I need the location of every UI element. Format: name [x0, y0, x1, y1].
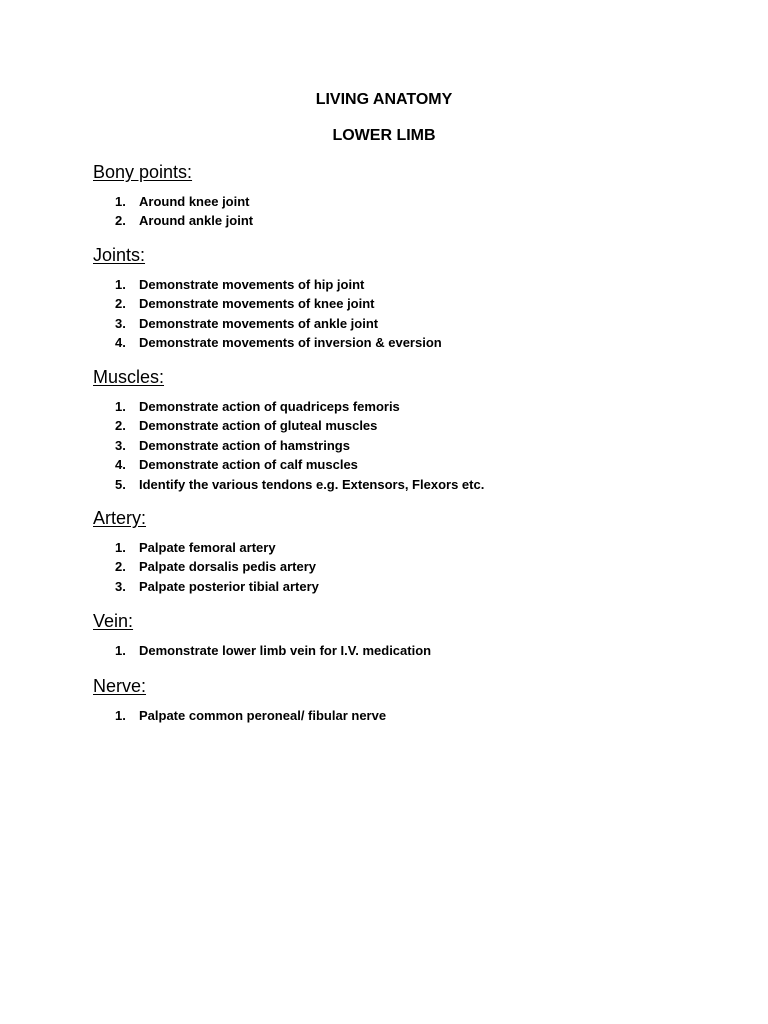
- list-number: 2.: [115, 418, 126, 434]
- list-number: 3.: [115, 437, 126, 453]
- list-item: [93, 436, 713, 455]
- section-vein: [93, 610, 713, 660]
- list-item: [93, 538, 713, 557]
- section-joints: [93, 244, 713, 353]
- section-heading: Bony points:: [93, 162, 193, 182]
- list-item-text: Demonstrate action of quadriceps femoris: [139, 399, 400, 414]
- section-heading: Vein:: [93, 611, 134, 631]
- section-bony-points: [93, 161, 713, 231]
- list-item-text: Demonstrate action of calf muscles: [139, 457, 358, 473]
- list-item-text: Palpate common peroneal/ fibular nerve: [139, 708, 387, 723]
- list-item-text: Demonstrate action of hamstrings: [139, 437, 350, 453]
- list-number: 1.: [115, 540, 126, 555]
- section-heading: Joints:: [93, 245, 146, 265]
- numbered-list: [93, 192, 713, 231]
- list-number: 4.: [115, 335, 126, 351]
- list-number: 1.: [115, 194, 126, 209]
- list-item: [93, 706, 713, 725]
- list-item-text: Demonstrate movements of knee joint: [139, 296, 375, 312]
- section-heading: Muscles:: [93, 367, 165, 387]
- list-item-text: Palpate posterior tibial artery: [139, 578, 319, 594]
- list-item-text: Demonstrate action of gluteal muscles: [139, 418, 378, 434]
- list-number: 2.: [115, 213, 126, 229]
- list-item: [93, 211, 713, 230]
- list-number: 1.: [115, 708, 126, 723]
- numbered-list: [93, 538, 713, 596]
- list-item-text: Palpate dorsalis pedis artery: [139, 559, 317, 575]
- list-item-text: Palpate femoral artery: [139, 540, 276, 555]
- list-number: 3.: [115, 578, 126, 594]
- list-item: [93, 557, 713, 576]
- numbered-list: [93, 706, 713, 725]
- list-item: [93, 397, 713, 416]
- list-item: [93, 333, 713, 352]
- list-number: 3.: [115, 315, 126, 331]
- list-item-text: Demonstrate lower limb vein for I.V. medication: [139, 643, 432, 658]
- list-item-text: Around knee joint: [139, 194, 250, 209]
- list-item-text: Around ankle joint: [139, 213, 254, 229]
- numbered-list: [93, 275, 713, 353]
- list-item-text: Demonstrate movements of hip joint: [139, 277, 365, 292]
- list-item: [93, 455, 713, 474]
- list-item-text: Demonstrate movements of ankle joint: [139, 315, 379, 331]
- numbered-list: [93, 641, 713, 660]
- list-item: [93, 314, 713, 333]
- list-number: 1.: [115, 643, 126, 658]
- list-number: 5.: [115, 476, 126, 492]
- list-number: 1.: [115, 277, 126, 292]
- list-item: [93, 641, 713, 660]
- list-item: [93, 475, 713, 494]
- section-artery: [93, 507, 713, 596]
- section-heading: Nerve:: [93, 676, 147, 696]
- list-item-text: Demonstrate movements of inversion & eversion: [139, 335, 442, 351]
- list-item: [93, 416, 713, 435]
- list-item: [93, 577, 713, 596]
- list-item-text: Identify the various tendons e.g. Extensors, Flexors etc.: [139, 476, 485, 492]
- list-number: 4.: [115, 457, 126, 473]
- list-number: 2.: [115, 559, 126, 575]
- document-subtitle: LOWER LIMB: [332, 127, 436, 144]
- list-item: [93, 275, 713, 294]
- section-nerve: [93, 675, 713, 725]
- document-title: LIVING ANATOMY: [315, 91, 453, 108]
- list-item: [93, 294, 713, 313]
- list-item: [93, 192, 713, 211]
- section-muscles: [93, 366, 713, 494]
- numbered-list: [93, 397, 713, 494]
- section-heading: Artery:: [93, 508, 147, 528]
- list-number: 1.: [115, 399, 126, 414]
- list-number: 2.: [115, 296, 126, 312]
